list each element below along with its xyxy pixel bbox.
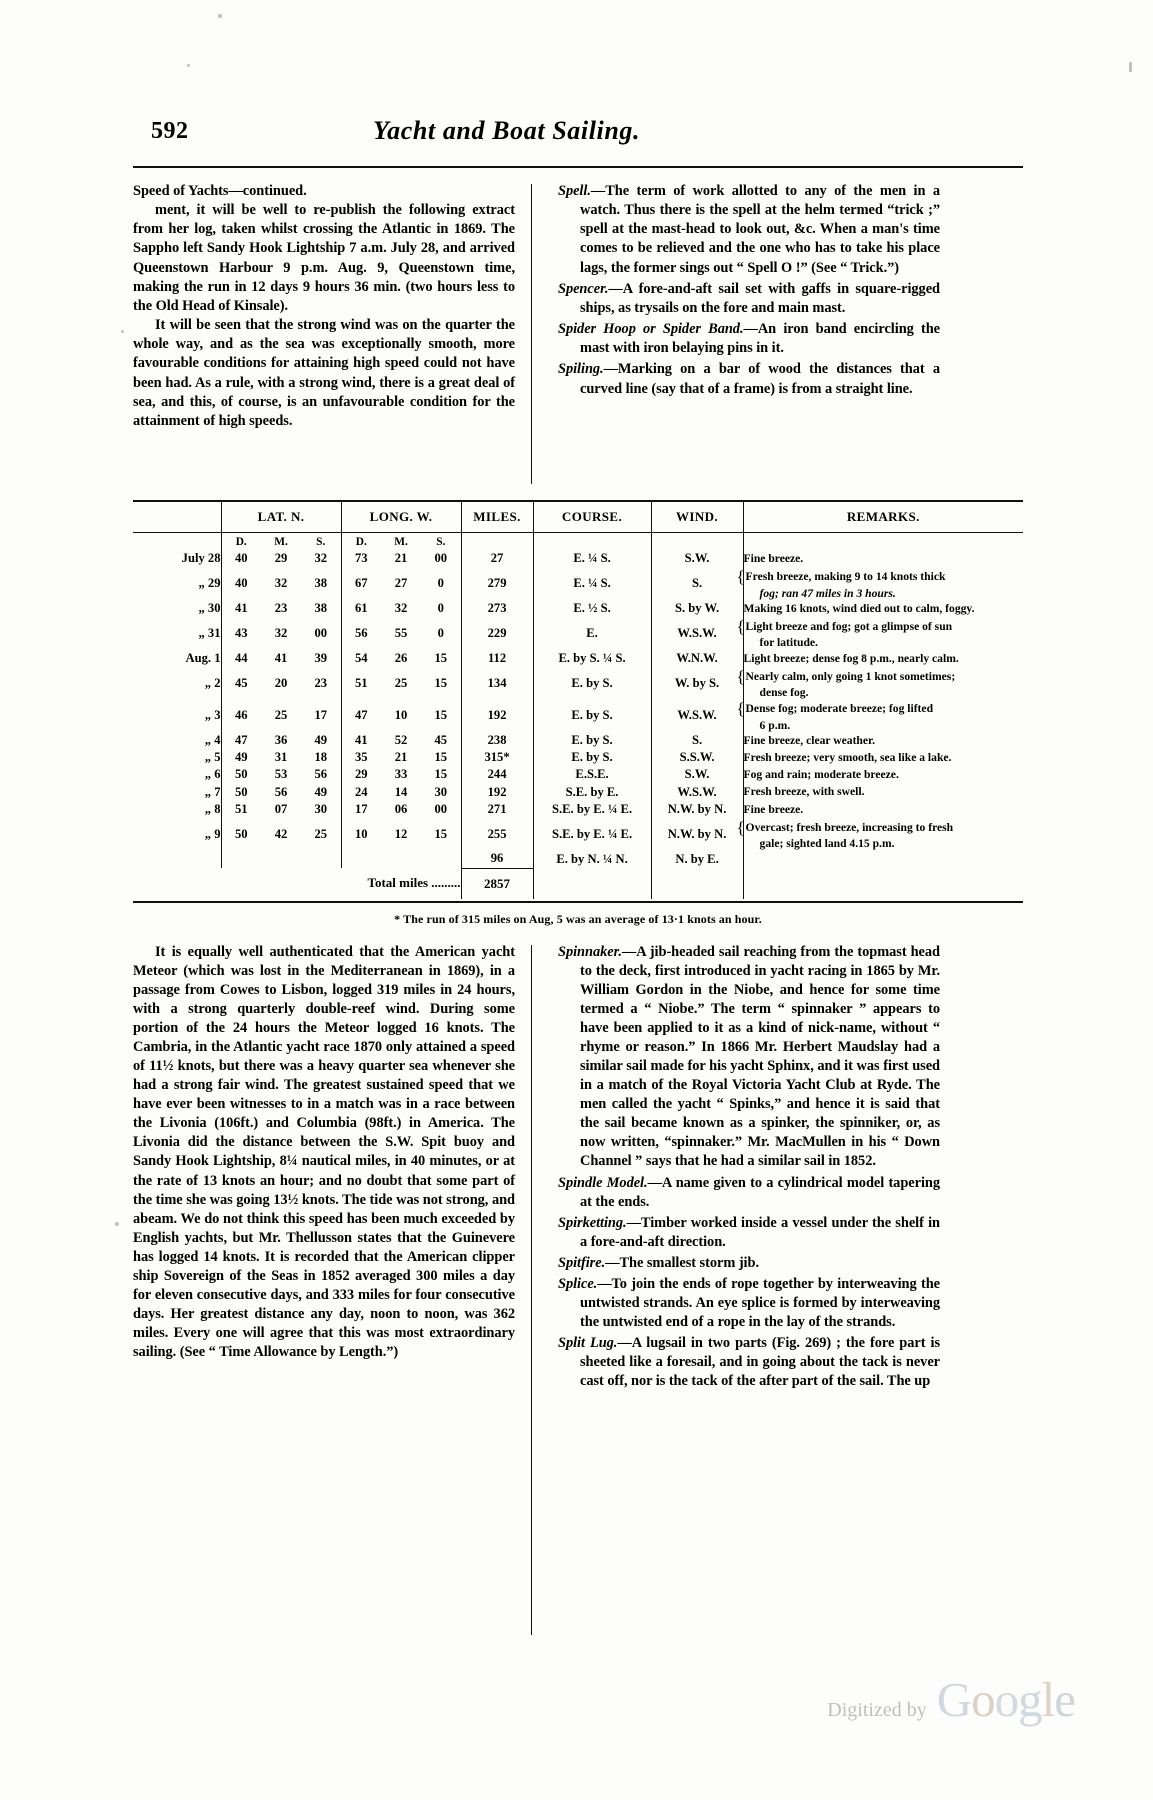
cell-lat-d: 47: [221, 732, 261, 749]
cell-course: S.E. by E.: [533, 783, 651, 800]
cell-lat-d: [221, 850, 261, 868]
cell-lat-m: 07: [274, 801, 288, 816]
glossary-headword: Spirketting.: [558, 1214, 627, 1231]
cell-miles: 271: [461, 801, 533, 818]
table-row: [133, 766, 1023, 783]
remarks-line-1: Fresh breeze, making 9 to 14 knots thick: [745, 570, 946, 584]
cell-date: „ 5: [204, 750, 221, 765]
header-course: COURSE.: [533, 502, 651, 533]
cell-long-s: 00: [434, 801, 448, 816]
cell-date: „ 4: [204, 732, 221, 747]
glossary-headword: Spencer.: [558, 280, 609, 297]
glossary-entry: [558, 280, 940, 318]
cell-miles: 244: [461, 766, 533, 783]
cell-long-d: 17: [341, 801, 381, 818]
glossary-headword: Spindle Model.: [558, 1174, 648, 1191]
cell-long-m: 12: [394, 826, 408, 841]
cell-lat-m: 25: [274, 708, 288, 723]
google-letter-e: e: [1054, 1672, 1075, 1727]
glossary-headword: Spinnaker.: [558, 943, 622, 960]
glossary-entry: [558, 320, 940, 358]
upper-left-column: [133, 182, 531, 484]
cell-long-m: 52: [394, 732, 408, 747]
header-wind: WIND.: [651, 502, 743, 533]
scan-speck: [218, 14, 222, 18]
table-row: [133, 749, 1023, 766]
cell-remarks: [736, 616, 1023, 650]
cell-long-m: 14: [394, 784, 408, 799]
table-row: [133, 600, 1023, 617]
cell-long-d: 67: [341, 567, 381, 600]
cell-date: „ 3: [204, 708, 221, 723]
remarks-line-1: Dense fog; moderate breeze; fog lifted: [745, 702, 934, 716]
remarks-line-2: fog; ran 47 miles in 3 hours.: [759, 586, 896, 600]
table-row: [133, 850, 1023, 868]
cell-long-m: 26: [394, 650, 408, 665]
cell-miles: 27: [461, 550, 533, 567]
google-letter-g: G: [936, 1672, 972, 1727]
cell-miles: 238: [461, 732, 533, 749]
page-content: [133, 110, 1023, 1635]
cell-long-d: 56: [341, 617, 381, 650]
cell-course: E. by S.: [533, 732, 651, 749]
cell-wind: S.: [651, 567, 743, 600]
cell-date: „ 8: [204, 801, 221, 816]
cell-lat-s: 23: [314, 675, 328, 690]
sub-remarks: [743, 533, 1023, 551]
cell-lat-s: 17: [314, 708, 328, 723]
sub-long-s: S.: [436, 535, 446, 548]
running-head: [133, 110, 1023, 162]
sub-miles: [461, 533, 533, 551]
cell-course: S.E. by E. ¼ E.: [533, 801, 651, 818]
cell-wind: W. by S.: [651, 667, 743, 700]
cell-long-d: [341, 850, 381, 868]
cell-wind: W.N.W.: [651, 650, 743, 667]
google-letter-o1: o: [971, 1672, 995, 1727]
cell-lat-m: 36: [274, 732, 288, 747]
cell-long-m: 06: [394, 801, 408, 816]
sub-blank: [133, 533, 221, 551]
cell-lat-d: 49: [221, 749, 261, 766]
cell-lat-m: 53: [274, 767, 288, 782]
cell-miles: 134: [461, 667, 533, 700]
cell-date: „ 29: [198, 575, 221, 590]
cell-remarks: [736, 817, 1023, 851]
cell-lat-d: 50: [221, 783, 261, 800]
table-body: [133, 533, 1023, 899]
remarks-line-1: Light breeze and fog; got a glimpse of sun: [745, 619, 953, 633]
cell-lat-s: 38: [314, 600, 328, 615]
cell-lat-s: 39: [314, 650, 328, 665]
scan-speck: [187, 64, 190, 67]
cell-wind: W.S.W.: [651, 617, 743, 650]
glossary-entry: [558, 1254, 940, 1273]
cell-long-s: 15: [434, 767, 448, 782]
header-remarks: REMARKS.: [743, 502, 1023, 533]
google-letter-o2: o: [994, 1672, 1019, 1727]
cell-long-m: 27: [394, 575, 408, 590]
cell-remarks: [743, 850, 1023, 868]
cell-lat-m: 41: [274, 650, 288, 665]
glossary-entry: [558, 943, 940, 1172]
glossary-entry: [558, 360, 940, 398]
cell-lat-m: 29: [274, 551, 288, 566]
cell-lat-d: 51: [221, 801, 261, 818]
glossary-entry: [558, 1334, 940, 1391]
cell-lat-s: 38: [314, 575, 328, 590]
total-blank-course: [533, 868, 651, 899]
header-miles: MILES.: [461, 502, 533, 533]
cell-lat-s: 00: [314, 625, 328, 640]
table-row: [133, 617, 1023, 650]
continued-heading: Speed of Yachts—continued.: [133, 183, 307, 199]
cell-long-s: 00: [434, 551, 448, 566]
cell-wind: N.W. by N.: [651, 801, 743, 818]
brace-glyph: {: [736, 699, 745, 719]
remarks-line-1: Fresh breeze, with swell.: [743, 785, 865, 799]
glossary-headword: Spiling.: [558, 361, 604, 378]
cell-lat-d: 46: [221, 699, 261, 732]
table-header-row: [133, 502, 1023, 533]
cell-miles: 279: [461, 567, 533, 600]
cell-remarks: [743, 550, 1023, 567]
scan-speck: [1129, 62, 1132, 72]
remarks-line-2: 6 p.m.: [759, 718, 791, 732]
glossary-entry: [558, 1174, 940, 1212]
google-letter-l: l: [1041, 1672, 1055, 1727]
cell-miles: 273: [461, 600, 533, 617]
remarks-line-1: Overcast; fresh breeze, increasing to fresh: [745, 820, 954, 834]
glossary-entry: [558, 1214, 940, 1252]
cell-wind: N.W. by N.: [651, 818, 743, 851]
sub-wind: [651, 533, 743, 551]
brace-glyph: {: [736, 567, 745, 587]
cell-lat-d: 50: [221, 766, 261, 783]
cell-course: E. by S.: [533, 667, 651, 700]
paragraph: ment, it will be well to re-publish the following extract from her log, taken whilst crossing the Atlantic in 1869. The Sappho left Sandy Hook Lightship 7 a.m. July 28, and arrived Queenstown Harbour 9 p.m. Aug. 9, Queenstown time, making the run in 12 days 9 hours 36 min. (two hours less to the Old Head of Kinsale).: [133, 202, 515, 314]
digitized-by-label: Digitized by: [827, 1699, 927, 1721]
table-bottom-rule: [133, 901, 1023, 903]
cell-remarks: [743, 766, 1023, 783]
remarks-line-2: for latitude.: [759, 636, 818, 650]
cell-course: E. by S. ¼ S.: [533, 650, 651, 667]
cell-date: „ 31: [198, 625, 221, 640]
cell-long-s: [421, 850, 461, 868]
cell-long-m: 21: [394, 750, 408, 765]
cell-lat-s: 18: [314, 750, 328, 765]
table-row: [133, 550, 1023, 567]
glossary-text: —Timber worked inside a vessel under the shelf in a fore-and-aft direction.: [580, 1214, 940, 1250]
glossary-text: —To join the ends of rope together by interweaving the untwisted strands. An eye splice is formed by interweaving the untwisted end of a rope in the lay of the strands.: [580, 1275, 940, 1331]
glossary-text: —A jib-headed sail reaching from the topmast head to the deck, first introduced in yacht racing in 1865 by Mr. William Gordon in the Niobe, and hence for some time termed a “ Niobe.” The term “ spinnaker ” appears to have been applied to it as a kind of nick-name, without “ rhyme or reason.” In 1866 Mr. Herbert Maudslay had a similar sail made for his yacht Sphinx, and it was first used in a match of the Royal Victoria Yacht Club at Ryde. The men called the yacht “ Spinks,” and hence it is said that the sail became known as a spinker, the spinniker, or, as now written, “spinnaker.” Mr. MacMullen in his “ Down Channel ” says that he had a similar sail in 1852.: [580, 943, 940, 1170]
table-row: [133, 783, 1023, 800]
cell-course: E. by S.: [533, 749, 651, 766]
cell-date: „ 7: [204, 784, 221, 799]
glossary-text: —The term of work allotted to any of the men in a watch. Thus there is the spell at the helm termed “trick ;” spell at the mast-head to look out, &c. When a man's time comes to be relieved and the one who has to take his place lags, the former sings out “ Spell O !” (See “ Trick.”): [580, 183, 940, 276]
cell-lat-m: 23: [274, 600, 288, 615]
cell-lat-d: 44: [221, 650, 261, 667]
cell-date: „ 9: [204, 826, 221, 841]
sub-lat-s: S.: [316, 535, 326, 548]
table-row: [133, 567, 1023, 600]
cell-wind: N. by E.: [651, 850, 743, 868]
cell-long-s: 45: [434, 732, 448, 747]
glossary-text: —A fore-and-aft sail set with gaffs in square-rigged ships, as trysails on the fore and main mast.: [580, 280, 940, 316]
cell-lat-m: 42: [274, 826, 288, 841]
brace-glyph: {: [736, 666, 745, 686]
scan-speck: [121, 330, 124, 333]
glossary-text: —A name given to a cylindrical model tapering at the ends.: [580, 1174, 941, 1210]
table-row: [133, 650, 1023, 667]
cell-remarks: [743, 783, 1023, 800]
cell-remarks: [743, 749, 1023, 766]
upper-right-column: [532, 182, 940, 484]
cell-long-d: 10: [341, 818, 381, 851]
sub-lat-d: D.: [221, 533, 261, 551]
cell-miles: 229: [461, 617, 533, 650]
cell-date: [133, 850, 221, 868]
cell-long-s: 15: [434, 708, 448, 723]
cell-lat-s: 30: [314, 801, 328, 816]
cell-miles: 96: [461, 850, 533, 868]
cell-wind: W.S.W.: [651, 783, 743, 800]
cell-long-s: 0: [437, 625, 444, 640]
table-row: [133, 732, 1023, 749]
cell-remarks: [743, 801, 1023, 818]
google-logo: [937, 1671, 1075, 1728]
remarks-line-1: Light breeze; dense fog 8 p.m., nearly calm.: [743, 651, 959, 665]
cell-long-m: [381, 850, 421, 868]
brace-glyph: {: [736, 817, 745, 837]
sub-long-m: M.: [394, 535, 408, 548]
paragraph: It will be seen that the strong wind was on the quarter the whole way, and as the sea was exceptionally smooth, more favourable conditions for attaining high speed could not have been had. As a rule, with a strong wind, there is a great deal of sea, and this, of course, is an unfavourable condition for the attainment of high speeds.: [133, 317, 515, 429]
sub-long-d: D.: [341, 533, 381, 551]
remarks-line-2: dense fog.: [759, 686, 809, 700]
cell-wind: S.W.: [651, 766, 743, 783]
remarks-line-1: Nearly calm, only going 1 knot sometimes;: [745, 669, 956, 683]
remarks-line-1: Making 16 knots, wind died out to calm, foggy.: [743, 601, 975, 615]
cell-course: E.: [533, 617, 651, 650]
cell-remarks: [736, 666, 1023, 700]
upper-columns: [133, 182, 1023, 484]
table-row: [133, 667, 1023, 700]
remarks-line-1: Fresh breeze; very smooth, sea like a lake.: [743, 751, 952, 765]
cell-lat-m: 20: [274, 675, 288, 690]
remarks-line-2: gale; sighted land 4.15 p.m.: [759, 837, 895, 851]
cell-remarks: [743, 732, 1023, 749]
glossary-headword: Spell.: [558, 183, 591, 199]
lower-left-column: [133, 943, 531, 1635]
cell-long-m: 33: [394, 767, 408, 782]
cell-lat-m: [261, 850, 301, 868]
cell-date: „ 2: [204, 675, 221, 690]
brace-glyph: {: [736, 616, 745, 636]
glossary-text: —An iron band encircling the mast with iron belaying pins in it.: [580, 321, 940, 357]
cell-long-s: 30: [434, 784, 448, 799]
cell-miles: 192: [461, 699, 533, 732]
cell-lat-d: 41: [221, 600, 261, 617]
cell-miles: 192: [461, 783, 533, 800]
header-long: LONG. W.: [341, 502, 461, 533]
cell-lat-s: 25: [314, 826, 328, 841]
footnote: * The run of 315 miles on Aug, 5 was an average of 13·1 knots an hour.: [394, 911, 762, 926]
ships-log-table: [133, 502, 1023, 899]
cell-lat-s: 56: [314, 767, 328, 782]
cell-remarks: [743, 650, 1023, 667]
cell-remarks: [736, 699, 1023, 732]
cell-lat-s: 49: [314, 784, 328, 799]
header-blank: [133, 502, 221, 533]
cell-wind: S.: [651, 732, 743, 749]
cell-date: July 28: [181, 551, 221, 566]
cell-course: S.E. by E. ¼ E.: [533, 818, 651, 851]
cell-course: E. by N. ¼ N.: [556, 851, 628, 866]
cell-long-d: 41: [341, 732, 381, 749]
glossary-headword: Split Lug.: [558, 1335, 618, 1352]
cell-long-d: 54: [341, 650, 381, 667]
cell-course: E.S.E.: [533, 766, 651, 783]
paragraph: It is equally well authenticated that the American yacht Meteor (which was lost in the Mediterranean in 1869), in a passage from Cowes to Lisbon, logged 319 miles in 24 hours, with a strong quarterly double-reef wind. During some portion of the 24 hours the Meteor logged 16 knots. The Cambria, in the Atlantic yacht race 1870 only attained a speed of 11½ knots, but there was a heavy quarter sea whenever she had a strong fair wind. The greatest sustained speed that we have ever been witnesses to in a match was in a race between the Livonia (106ft.) and Columbia (98ft.) in America. The Livonia did the distance between the S.W. Spit buoy and Sandy Hook Lightship, 8¼ nautical miles, in 40 minutes, or at the rate of 13 knots an hour; and no doubt that some part of the time she was going 13½ knots. The tide was not strong, and abeam. We do not think this speed has been much exceeded by English yachts, but Mr. Thellusson states that the Guinevere has logged 14 knots. It is recorded that the American clipper ship Sovereign of the Seas in 1852 averaged 300 miles a day for eleven consecutive days, and 333 miles for four consecutive days. Her greatest distance any day, noon to noon, was 362 miles. Every one will agree that this was most extraordinary sailing. (See “ Time Allowance by Length.”): [133, 943, 515, 1361]
cell-miles: 112: [461, 650, 533, 667]
remarks-line-1: Fine breeze.: [743, 551, 804, 565]
glossary-text: —Marking on a bar of wood the distances that a curved line (say that of a frame) is from a straight line.: [580, 361, 940, 397]
cell-wind: S.W.: [651, 550, 743, 567]
cell-lat-m: 56: [274, 784, 288, 799]
digitized-watermark: [827, 1671, 1075, 1728]
cell-lat-m: 32: [274, 575, 288, 590]
cell-wind: S.S.W.: [651, 749, 743, 766]
cell-long-s: 0: [437, 600, 444, 615]
table-row: [133, 699, 1023, 732]
glossary-entry: [558, 182, 940, 278]
remarks-line-1: Fog and rain; moderate breeze.: [743, 768, 899, 782]
cell-lat-d: 45: [221, 667, 261, 700]
cell-long-m: 32: [394, 600, 408, 615]
cell-long-d: 61: [341, 600, 381, 617]
cell-remarks: [743, 600, 1023, 617]
table-row: [133, 801, 1023, 818]
book-title: Yacht and Boat Sailing.: [373, 116, 641, 145]
cell-lat-m: 31: [274, 750, 288, 765]
cell-remarks: [736, 567, 1023, 600]
cell-date: „ 6: [204, 767, 221, 782]
cell-long-d: 24: [341, 783, 381, 800]
google-letter-g2: g: [1018, 1672, 1042, 1727]
cell-long-d: 47: [341, 699, 381, 732]
cell-course: E. by S.: [533, 699, 651, 732]
cell-long-m: 55: [394, 625, 408, 640]
cell-long-d: 51: [341, 667, 381, 700]
cell-long-s: 0: [437, 575, 444, 590]
cell-wind: S. by W.: [651, 600, 743, 617]
cell-wind: W.S.W.: [651, 699, 743, 732]
cell-long-s: 15: [434, 650, 448, 665]
cell-long-s: 15: [434, 675, 448, 690]
table-total-row: [133, 868, 1023, 899]
sub-course: [533, 533, 651, 551]
glossary-entry: [558, 1275, 940, 1332]
header-lat: LAT. N.: [221, 502, 341, 533]
total-blank-remarks: [743, 868, 1023, 899]
total-blank-wind: [651, 868, 743, 899]
glossary-headword: Spitfire.: [558, 1254, 606, 1271]
table-subheader-row: [133, 533, 1023, 551]
cell-long-s: 15: [434, 826, 448, 841]
cell-long-d: 35: [341, 749, 381, 766]
cell-date: Aug. 1: [185, 650, 221, 665]
table-row: [133, 818, 1023, 851]
cell-date: „ 30: [198, 600, 221, 615]
total-label: Total miles .........: [367, 875, 461, 891]
remarks-line-1: Fine breeze.: [743, 802, 804, 816]
cell-lat-d: 40: [221, 567, 261, 600]
glossary-text: —The smallest storm jib.: [605, 1254, 760, 1271]
glossary-headword: Spider Hoop or Spider Band.: [558, 321, 744, 338]
glossary-text: —A lugsail in two parts (Fig. 269) ; the fore part is sheeted like a foresail, and in going about the tack is never cast off, nor is the tack of the after part of the sail. The up: [580, 1335, 940, 1390]
cell-lat-s: 49: [314, 732, 328, 747]
lower-right-column: [532, 943, 940, 1635]
cell-long-d: 73: [341, 550, 381, 567]
cell-course: E. ¼ S.: [533, 550, 651, 567]
cell-miles: 315*: [461, 749, 533, 766]
cell-long-s: 15: [434, 750, 448, 765]
remarks-line-1: Fine breeze, clear weather.: [743, 733, 876, 747]
cell-lat-s: 32: [314, 551, 328, 566]
cell-lat-d: 40: [221, 550, 261, 567]
total-value: 2857: [461, 868, 533, 899]
cell-long-m: 25: [394, 675, 408, 690]
log-table-wrapper: [133, 500, 1023, 903]
scan-speck: [115, 1222, 119, 1226]
lower-columns: [133, 943, 1023, 1635]
cell-long-m: 21: [394, 551, 408, 566]
cell-course: E. ¼ S.: [533, 567, 651, 600]
glossary-headword: Splice.: [558, 1275, 598, 1292]
sub-lat-m: M.: [274, 535, 288, 548]
cell-lat-d: 43: [221, 617, 261, 650]
cell-lat-m: 32: [274, 625, 288, 640]
cell-course: E. ½ S.: [533, 600, 651, 617]
cell-long-m: 10: [394, 708, 408, 723]
cell-lat-s: [301, 850, 341, 868]
cell-lat-d: 50: [221, 818, 261, 851]
cell-miles: 255: [461, 818, 533, 851]
header-rule: [133, 166, 1023, 168]
cell-long-d: 29: [341, 766, 381, 783]
page-number: 592: [151, 118, 189, 144]
